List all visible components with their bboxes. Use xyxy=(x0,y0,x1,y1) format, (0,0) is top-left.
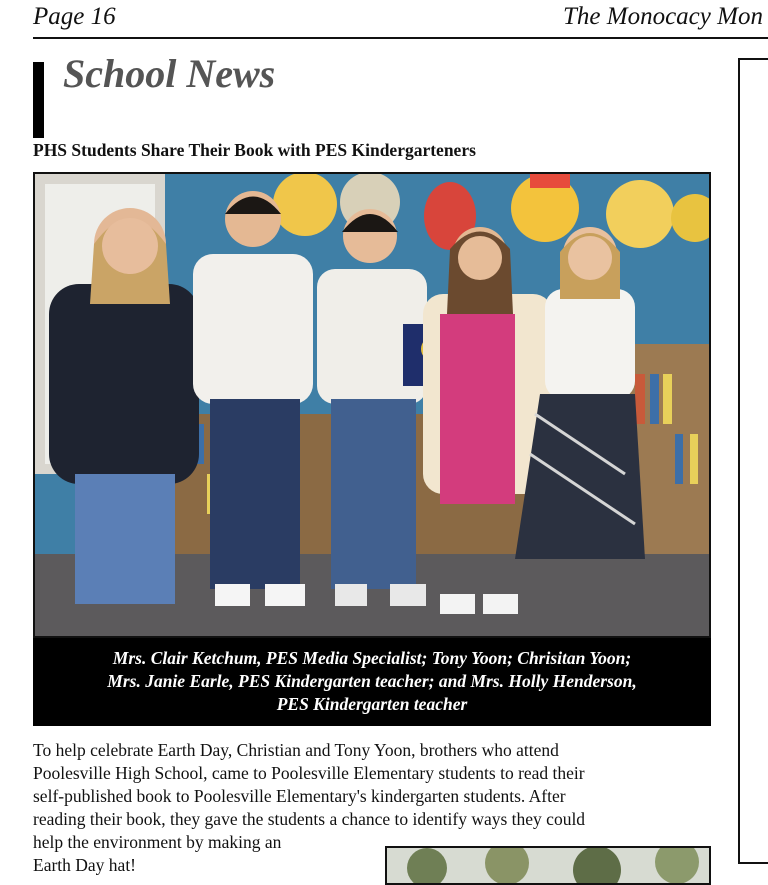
caption-line: PES Kindergarten teacher xyxy=(276,694,468,714)
header-rule xyxy=(33,37,768,39)
article-headline: PHS Students Share Their Book with PES Kindergarteners xyxy=(33,140,476,160)
body-line: reading their book, they gave the students a chance to identify ways they could xyxy=(33,809,586,829)
caption-line: Mrs. Clair Ketchum, PES Media Specialist; Tony Yoon; Chrisitan Yoon; xyxy=(112,648,632,668)
body-line: self-published book to Poolesville Elementary's kindergarten students. After xyxy=(33,786,566,806)
page-number: Page 16 xyxy=(33,3,116,30)
body-line: Earth Day hat! xyxy=(33,855,137,875)
article-photo xyxy=(33,172,711,638)
publication-title: The Monocacy Mon xyxy=(563,3,763,30)
body-line: To help celebrate Earth Day, Christian and Tony Yoon, brothers who attend xyxy=(33,740,559,760)
photo-caption xyxy=(33,638,711,726)
second-photo-illustration xyxy=(387,848,709,883)
caption-line: Mrs. Janie Earle, PES Kindergarten teacher; and Mrs. Holly Henderson, xyxy=(107,671,637,691)
section-bar xyxy=(33,62,44,138)
second-photo xyxy=(385,846,711,885)
page-header xyxy=(0,0,768,38)
body-line: help the environment by making an xyxy=(33,832,282,852)
sidebar-box xyxy=(738,58,768,864)
section-title: School News xyxy=(63,51,276,96)
body-line: Poolesville High School, came to Poolesville Elementary students to read their xyxy=(33,763,585,783)
photo-illustration xyxy=(35,174,709,636)
